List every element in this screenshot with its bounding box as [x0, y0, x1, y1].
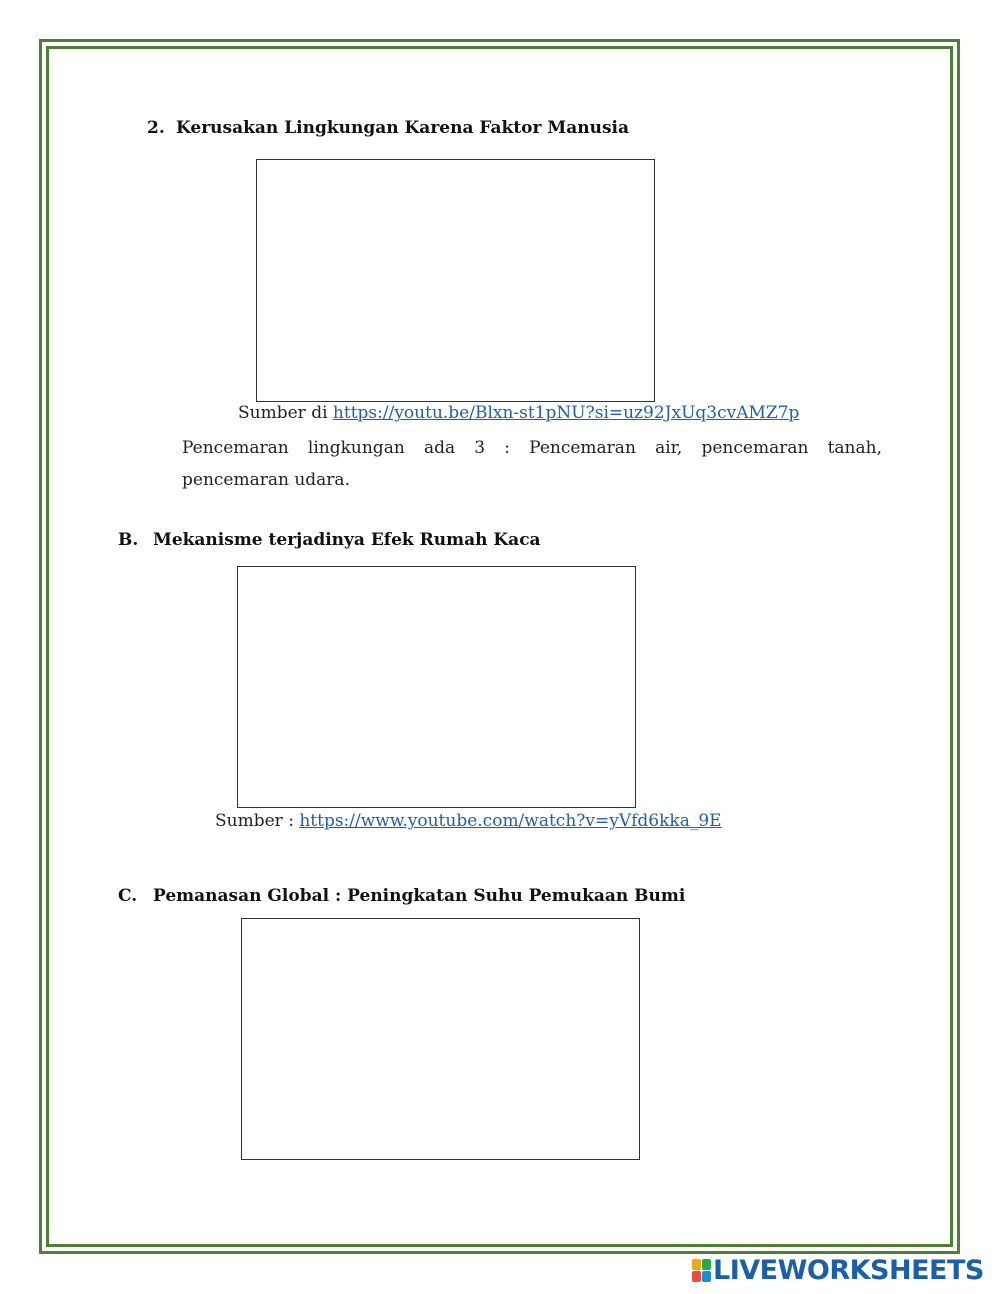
section-2-number: 2. — [147, 118, 165, 138]
section-c-title: Pemanasan Global : Peningkatan Suhu Pemukaan Bumi — [153, 886, 686, 906]
liveworksheets-logo — [692, 1253, 984, 1287]
paragraph-pencemaran: Pencemaran lingkungan ada 3 : Pencemaran air, pencemaran tanah, pencemaran udara. — [182, 438, 882, 490]
source-link-1[interactable]: https://youtu.be/Blxn-st1pNU?si=uz92JxUq3cvAMZ7p — [332, 403, 800, 423]
video-frame-3[interactable] — [241, 918, 640, 1160]
source-caption-1 — [238, 403, 799, 423]
section-b-title: Mekanisme terjadinya Efek Rumah Kaca — [153, 530, 541, 550]
video-frame-1[interactable] — [256, 159, 655, 402]
section-2-title: Kerusakan Lingkungan Karena Faktor Manusia — [176, 118, 629, 138]
section-b-number: B. — [118, 530, 139, 550]
liveworksheets-logo-text: LIVEWORKSHEETS — [713, 1254, 984, 1286]
section-c-heading — [118, 886, 685, 906]
liveworksheets-logo-icon — [692, 1259, 710, 1281]
source-prefix-1: Sumber di — [238, 403, 328, 423]
video-frame-2[interactable] — [237, 566, 636, 808]
section-c-number: C. — [118, 886, 138, 906]
section-b-heading — [118, 530, 541, 550]
section-2-heading — [147, 118, 629, 138]
source-prefix-2: Sumber : — [215, 811, 294, 831]
source-caption-2 — [215, 811, 722, 831]
source-link-2[interactable]: https://www.youtube.com/watch?v=yVfd6kka_9E — [299, 811, 722, 831]
